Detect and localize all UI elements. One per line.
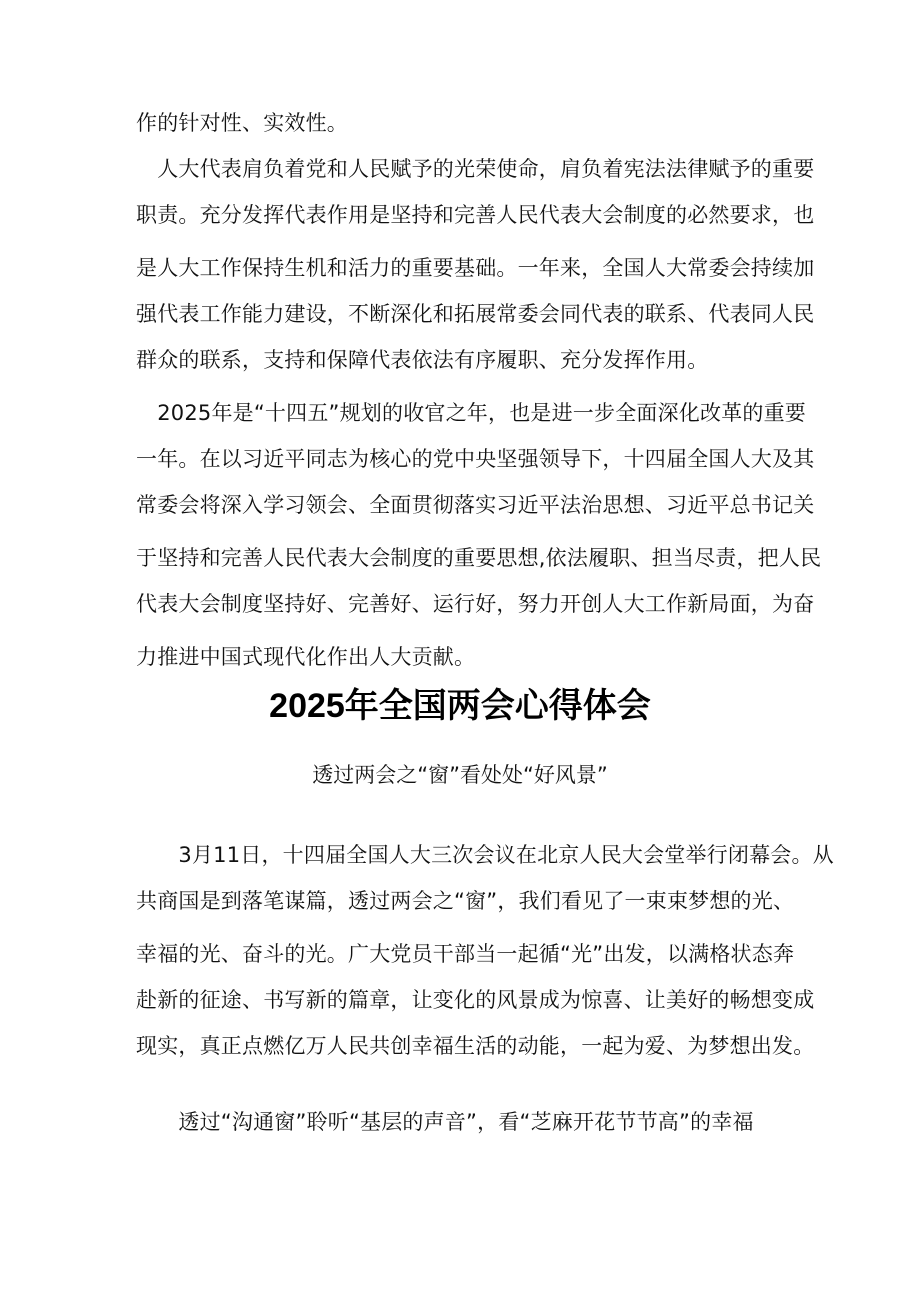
paragraph-line: 是人大工作保持生机和活力的重要基础。一年来，全国人大常委会持续加: [136, 256, 815, 280]
article-subtitle: 透过两会之“窗”看处处“好风景”: [312, 763, 608, 787]
paragraph-line: 人大代表肩负着党和人民赋予的光荣使命，肩负着宪法法律赋予的重要: [136, 157, 815, 181]
paragraph-line: 赴新的征途、书写新的篇章，让变化的风景成为惊喜、让美好的畅想变成: [136, 988, 815, 1012]
paragraph-line: 职责。充分发挥代表作用是坚持和完善人民代表大会制度的必然要求，也: [136, 203, 815, 227]
paragraph-line: 幸福的光、奋斗的光。广大党员干部当一起循“光”出发，以满格状态奔: [136, 942, 795, 966]
paragraph-line: 透过“沟通窗”聆听“基层的声音”，看“芝麻开花节节高”的幸福: [136, 1110, 754, 1134]
paragraph-line: 2025年是“十四五”规划的收官之年，也是进一步全面深化改革的重要: [136, 401, 806, 425]
paragraph-line: 强代表工作能力建设，不断深化和拓展常委会同代表的联系、代表同人民: [136, 302, 815, 326]
paragraph-line: 代表大会制度坚持好、完善好、运行好，努力开创人大工作新局面，为奋: [136, 592, 815, 616]
paragraph-line: 一年。在以习近平同志为核心的党中央坚强领导下，十四届全国人大及其: [136, 447, 815, 471]
paragraph-line: 3月11日，十四届全国人大三次会议在北京人民大会堂举行闭幕会。从: [136, 843, 834, 867]
paragraph-continuation-line: 作的针对性、实效性。: [136, 111, 348, 135]
paragraph-line: 力推进中国式现代化作出人大贡献。: [136, 645, 476, 669]
article-title: 2025年全国两会心得体会: [269, 687, 651, 725]
paragraph-line: 群众的联系，支持和保障代表依法有序履职、充分发挥作用。: [136, 348, 709, 372]
paragraph-line: 现实，真正点燃亿万人民共创幸福生活的动能，一起为爱、为梦想出发。: [136, 1034, 815, 1058]
paragraph-line: 常委会将深入学习领会、全面贯彻落实习近平法治思想、习近平总书记关: [136, 493, 815, 517]
paragraph-line: 于坚持和完善人民代表大会制度的重要思想,依法履职、担当尽责，把人民: [136, 546, 822, 570]
paragraph-line: 共商国是到落笔谋篇，透过两会之“窗”，我们看见了一束束梦想的光、: [136, 889, 795, 913]
